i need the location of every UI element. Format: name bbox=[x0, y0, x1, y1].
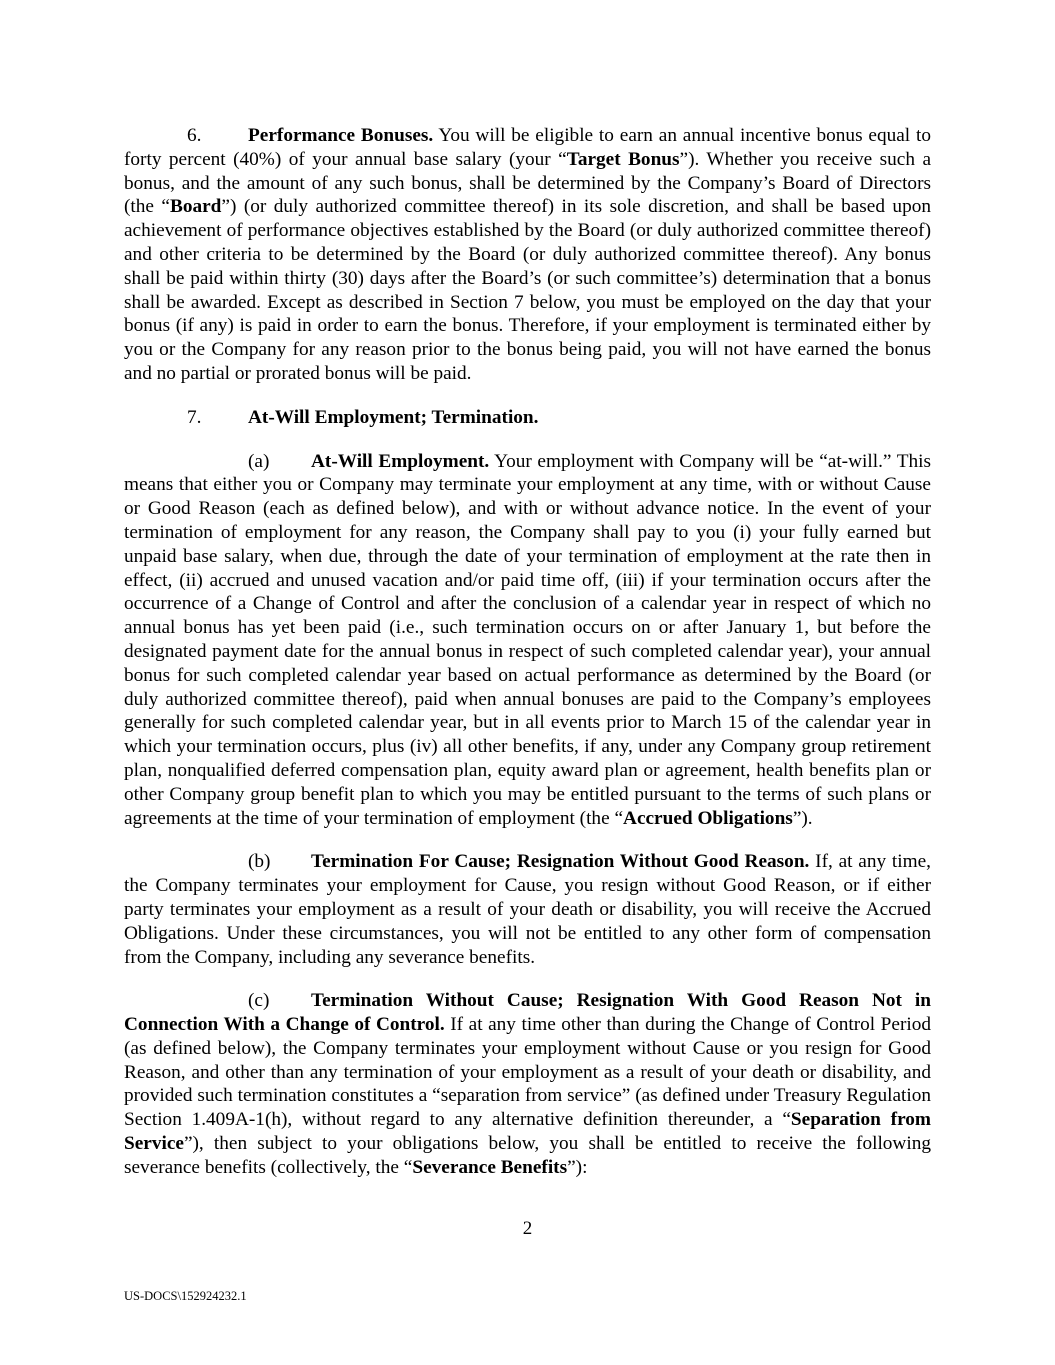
body-text: Your employment with Company will be “at-will.” This means that either you or Company may terminate your employment at any time, with or without Cause or Good Reason (each as defined below), and with or without advance notice. In the event of your termination of employment for any reason, the Company shall pay to you (i) your fully earned but unpaid base salary, when due, through the date of your termination of employment at the rate then in effect, (ii) accrued and unused vacation and/or paid time off, (iii) if your termination occurs after the occurrence of a Change of Control and after the conclusion of a calendar year in respect of which no annual bonus has yet been paid (i.e., such termination occurs on or after January 1, but before the designated payment date for the annual bonus in respect of such completed calendar year), your annual bonus for such completed calendar year based on actual performance as determined by the Board (or duly authorized committee thereof), paid when annual bonuses are paid to the Company’s employees generally for such completed calendar year, but in all events prior to March 15 of the calendar year in which your termination occurs, plus (iv) all other benefits, if any, under any Company group retirement plan, nonqualified deferred compensation plan, equity award plan or agreement, health benefits plan or other Company group benefit plan to which you may be entitled pursuant to the terms of such plans or agreements at the time of your termination of employment (the “ bbox=[124, 450, 931, 829]
defined-term: Target Bonus bbox=[566, 148, 680, 170]
body-text: ”), then subject to your obligations below, you shall be entitled to receive the following severance benefits (collectively, the “ bbox=[124, 1133, 931, 1178]
subsection-label: (c) bbox=[248, 990, 270, 1012]
body-text: If at any time other than during the Change of Control Period (as defined below), the Company terminates your employment without Cause or you resign for Good Reason, and other than any termination of your employment as a result of your death or disability, and provided such termination constitutes a “separation from service” (as defined under Treasury Regulation Section 1.409A-1(h), without regard to any alternative definition thereunder, a “ bbox=[124, 1014, 932, 1131]
subsection-heading: Termination For Cause; Resignation Without Good Reason. bbox=[311, 851, 810, 873]
page-number: 2 bbox=[522, 1218, 533, 1239]
defined-term: Accrued Obligations bbox=[623, 807, 793, 829]
section-number: 6. bbox=[187, 125, 202, 146]
body-text: ”). Whether you receive such a bonus, and the amount of any such bonus, shall be determined by the Company’s Board of Directors (the “ bbox=[124, 148, 931, 218]
section-heading: Performance Bonuses. bbox=[248, 125, 434, 146]
subsection-a-at-will-employment bbox=[124, 450, 931, 831]
section-7-heading bbox=[124, 406, 931, 430]
subsection-b-termination-for-cause bbox=[124, 850, 931, 969]
defined-term: Severance Benefits bbox=[412, 1156, 568, 1178]
section-6-performance-bonuses bbox=[124, 124, 931, 386]
body-text: ”) (or duly authorized committee thereof) in its sole discretion, and shall be based upon achievement of performance objectives established by the Board (or duly authorized committee thereof) and other criteria to be determined by the Board (or duly authorized committee thereof). Any bonus shall be paid within thirty (30) days after the Board’s (or such committee’s) determination that a bonus shall be awarded. Except as described in Section 7 below, you must be employed on the day that your bonus (if any) is paid in order to earn the bonus. Therefore, if your employment is terminated either by you or the Company for any reason prior to the bonus being paid, you will not have earned the bonus and no partial or prorated bonus will be paid. bbox=[124, 196, 931, 384]
body-text: You will be eligible to earn an annual incentive bonus equal to forty percent (40%) of your annual base salary (your “ bbox=[124, 125, 931, 170]
body-text: ”). bbox=[792, 807, 813, 829]
section-heading: At-Will Employment; Termination. bbox=[248, 406, 539, 428]
document-body bbox=[124, 124, 931, 1200]
defined-term: Board bbox=[169, 196, 222, 218]
body-text: ”): bbox=[567, 1156, 588, 1178]
defined-term: Separation from Service bbox=[124, 1109, 931, 1155]
subsection-heading: At-Will Employment. bbox=[311, 450, 490, 472]
subsection-c-termination-without-cause bbox=[124, 989, 931, 1179]
document-id: US-DOCS\152924232.1 bbox=[124, 1289, 247, 1303]
subsection-heading: Termination Without Cause; Resignation With Good Reason Not in Connection With a Change of Control. bbox=[124, 990, 931, 1036]
subsection-label: (a) bbox=[248, 450, 270, 472]
subsection-label: (b) bbox=[248, 851, 271, 873]
body-text: If, at any time, the Company terminates your employment for Cause, you resign without Good Reason, or if either party terminates your employment as a result of your death or disability, you will receive the Accrued Obligations. Under these circumstances, you will not be entitled to any other form of compensation from the Company, including any severance benefits. bbox=[124, 851, 931, 968]
section-number: 7. bbox=[187, 406, 202, 428]
